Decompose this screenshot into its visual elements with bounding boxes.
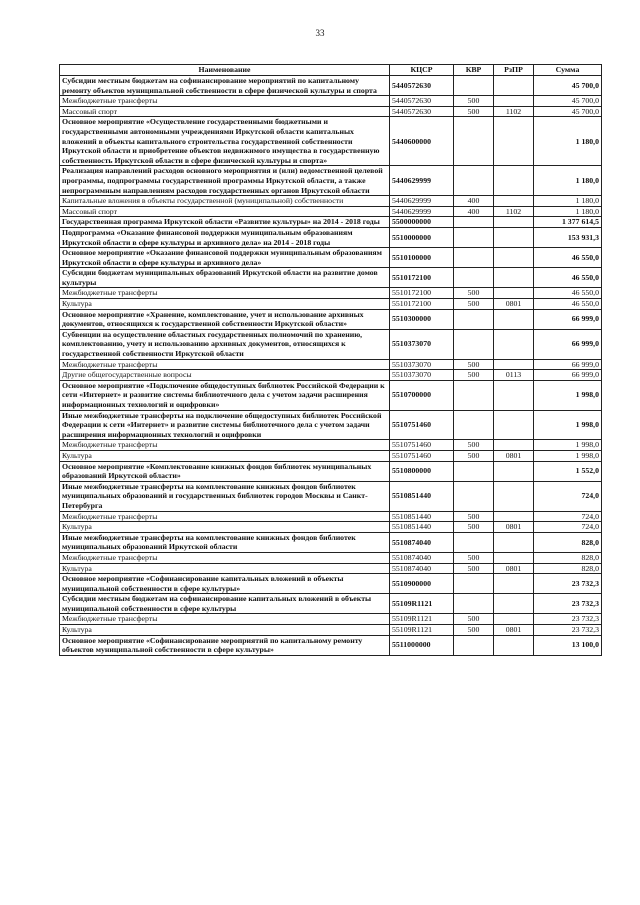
table-row [60, 410, 602, 440]
cell-kcsr: 5510851440 [390, 511, 454, 522]
cell-rzpr [494, 217, 534, 228]
cell-kcsr: 5440600000 [390, 117, 454, 166]
cell-kvr: 400 [454, 206, 494, 217]
cell-rzpr [494, 309, 534, 329]
table-row [60, 106, 602, 117]
cell-rzpr [494, 440, 534, 451]
cell-kvr [454, 574, 494, 594]
table-row [60, 117, 602, 166]
cell-kvr: 500 [454, 359, 494, 370]
header-sum: Сумма [534, 65, 602, 76]
cell-rzpr: 0801 [494, 625, 534, 636]
table-row [60, 206, 602, 217]
cell-sum: 66 999,0 [534, 359, 602, 370]
cell-kcsr: 55109R1121 [390, 594, 454, 614]
cell-name: Основное мероприятие «Хранение, комплектование, учет и использование архивных документов, относящихся к государственной собственности Иркутской области» [60, 309, 390, 329]
cell-kcsr: 5440629999 [390, 196, 454, 207]
cell-sum: 828,0 [534, 563, 602, 574]
cell-sum: 828,0 [534, 552, 602, 563]
cell-kcsr: 5510851440 [390, 481, 454, 511]
cell-name: Межбюджетные трансферты [60, 440, 390, 451]
cell-kcsr: 55109R1121 [390, 614, 454, 625]
cell-name: Подпрограмма «Оказание финансовой поддержки муниципальным образованиям Иркутской области в сфере культуры и архивного дела» на 2014 - 2018 годы [60, 227, 390, 247]
cell-sum: 23 732,3 [534, 625, 602, 636]
cell-kvr: 500 [454, 96, 494, 107]
cell-kcsr: 5510800000 [390, 461, 454, 481]
cell-kcsr: 5440572630 [390, 76, 454, 96]
budget-table [59, 64, 602, 656]
table-row [60, 217, 602, 228]
cell-kcsr: 5500000000 [390, 217, 454, 228]
cell-kcsr: 5440629999 [390, 206, 454, 217]
cell-kvr [454, 380, 494, 410]
cell-kvr: 500 [454, 450, 494, 461]
cell-name: Межбюджетные трансферты [60, 552, 390, 563]
cell-sum: 46 550,0 [534, 268, 602, 288]
cell-name: Культура [60, 563, 390, 574]
cell-sum: 45 700,0 [534, 106, 602, 117]
cell-rzpr [494, 574, 534, 594]
cell-sum: 724,0 [534, 511, 602, 522]
cell-sum: 1 998,0 [534, 440, 602, 451]
table-row [60, 511, 602, 522]
cell-kvr [454, 76, 494, 96]
cell-kvr [454, 117, 494, 166]
cell-rzpr: 0801 [494, 522, 534, 533]
cell-rzpr [494, 380, 534, 410]
cell-kvr [454, 461, 494, 481]
table-row [60, 196, 602, 207]
table-row [60, 461, 602, 481]
cell-kvr: 500 [454, 614, 494, 625]
cell-rzpr [494, 166, 534, 196]
cell-name: Иные межбюджетные трансферты на комплектование книжных фондов библиотек муниципальных образований Иркутской области [60, 532, 390, 552]
cell-rzpr: 0801 [494, 563, 534, 574]
cell-sum: 1 180,0 [534, 166, 602, 196]
cell-kcsr: 5440572630 [390, 106, 454, 117]
cell-sum: 1 180,0 [534, 196, 602, 207]
cell-kvr [454, 329, 494, 359]
table-row [60, 635, 602, 655]
cell-name: Капитальные вложения в объекты государственной (муниципальной) собственности [60, 196, 390, 207]
cell-rzpr [494, 117, 534, 166]
cell-sum: 1 998,0 [534, 380, 602, 410]
table-row [60, 450, 602, 461]
cell-name: Межбюджетные трансферты [60, 288, 390, 299]
cell-name: Межбюджетные трансферты [60, 96, 390, 107]
cell-name: Межбюджетные трансферты [60, 614, 390, 625]
cell-kvr [454, 309, 494, 329]
table-row [60, 594, 602, 614]
cell-rzpr [494, 481, 534, 511]
cell-sum: 45 700,0 [534, 76, 602, 96]
cell-name: Основное мероприятие «Оказание финансовой поддержки муниципальным образованиям Иркутской области в сфере культуры и архивного дела» [60, 248, 390, 268]
cell-name: Массовый спорт [60, 106, 390, 117]
cell-kvr: 500 [454, 370, 494, 381]
table-header-row [60, 65, 602, 76]
table-row [60, 563, 602, 574]
table-row [60, 248, 602, 268]
page-number: 33 [315, 28, 325, 38]
cell-name: Субвенции на осуществление областных государственных полномочий по хранению, комплектованию, учету и использованию архивных документов, относящихся к государственной собственности Иркутской области [60, 329, 390, 359]
cell-name: Основное мероприятие «Подключение общедоступных библиотек Российской Федерации к сети «Интернет» и развитие системы библиотечного дела с учетом задачи расширения информационных технологий и оцифровки» [60, 380, 390, 410]
cell-kvr: 500 [454, 625, 494, 636]
cell-rzpr [494, 268, 534, 288]
cell-name: Основное мероприятие «Комплектование книжных фондов библиотек муниципальных образований Иркутской области» [60, 461, 390, 481]
cell-kcsr: 5510300000 [390, 309, 454, 329]
cell-rzpr [494, 248, 534, 268]
cell-name: Субсидии местным бюджетам на софинансирование мероприятий по капитальному ремонту объектов муниципальной собственности в сфере физической культуры и спорта [60, 76, 390, 96]
cell-name: Основное мероприятие «Софинансирование капитальных вложений в объекты муниципальной собственности в сфере культуры» [60, 574, 390, 594]
cell-kvr [454, 248, 494, 268]
cell-rzpr [494, 594, 534, 614]
cell-sum: 1 377 614,5 [534, 217, 602, 228]
cell-name: Государственная программа Иркутской области «Развитие культуры» на 2014 - 2018 годы [60, 217, 390, 228]
cell-name: Культура [60, 450, 390, 461]
cell-kvr [454, 594, 494, 614]
cell-sum: 1 998,0 [534, 410, 602, 440]
table-row [60, 166, 602, 196]
cell-rzpr: 0113 [494, 370, 534, 381]
table-row [60, 76, 602, 96]
cell-name: Культура [60, 299, 390, 310]
table-row [60, 614, 602, 625]
cell-rzpr [494, 359, 534, 370]
cell-rzpr [494, 511, 534, 522]
cell-kcsr: 5510751460 [390, 440, 454, 451]
cell-sum: 23 732,3 [534, 574, 602, 594]
cell-kvr: 500 [454, 563, 494, 574]
table-row [60, 552, 602, 563]
cell-rzpr [494, 635, 534, 655]
cell-kvr: 400 [454, 196, 494, 207]
cell-rzpr [494, 96, 534, 107]
header-kvr: КВР [454, 65, 494, 76]
cell-rzpr [494, 614, 534, 625]
table-row [60, 268, 602, 288]
cell-kvr: 500 [454, 552, 494, 563]
cell-kcsr: 5510373070 [390, 329, 454, 359]
cell-kvr [454, 268, 494, 288]
cell-kvr: 500 [454, 440, 494, 451]
cell-rzpr [494, 532, 534, 552]
cell-kvr: 500 [454, 522, 494, 533]
cell-rzpr [494, 410, 534, 440]
cell-name: Субсидии бюджетам муниципальных образований Иркутской области на развитие домов культуры [60, 268, 390, 288]
cell-name: Массовый спорт [60, 206, 390, 217]
cell-name: Иные межбюджетные трансферты на комплектование книжных фондов библиотек муниципальных образований и государственных библиотек городов Москвы и Санкт-Петербурга [60, 481, 390, 511]
cell-sum: 1 552,0 [534, 461, 602, 481]
cell-sum: 1 998,0 [534, 450, 602, 461]
cell-sum: 66 999,0 [534, 370, 602, 381]
cell-sum: 724,0 [534, 481, 602, 511]
cell-name: Культура [60, 522, 390, 533]
cell-kcsr: 5510373070 [390, 359, 454, 370]
cell-rzpr: 0801 [494, 450, 534, 461]
cell-rzpr: 0801 [494, 299, 534, 310]
cell-sum: 153 931,3 [534, 227, 602, 247]
table-row [60, 522, 602, 533]
header-kcsr: КЦСР [390, 65, 454, 76]
cell-sum: 46 550,0 [534, 248, 602, 268]
cell-name: Реализация направлений расходов основного мероприятия и (или) ведомственной целевой программы, подпрограммы государственной программы Иркутской области, а также непрограммным направлениям расходов государственных органов Иркутской области [60, 166, 390, 196]
cell-sum: 1 180,0 [534, 206, 602, 217]
cell-kvr: 500 [454, 106, 494, 117]
cell-sum: 13 100,0 [534, 635, 602, 655]
cell-kvr: 500 [454, 511, 494, 522]
table-row [60, 329, 602, 359]
cell-kvr [454, 635, 494, 655]
cell-kvr [454, 410, 494, 440]
cell-kcsr: 5510751460 [390, 450, 454, 461]
cell-kvr [454, 166, 494, 196]
cell-kcsr: 5510851440 [390, 522, 454, 533]
table-row [60, 532, 602, 552]
cell-rzpr [494, 329, 534, 359]
cell-rzpr [494, 227, 534, 247]
cell-kcsr: 5510874040 [390, 552, 454, 563]
cell-kcsr: 5510900000 [390, 574, 454, 594]
table-row [60, 227, 602, 247]
cell-kcsr: 5510172100 [390, 299, 454, 310]
table-row [60, 359, 602, 370]
cell-kcsr: 5510100000 [390, 248, 454, 268]
cell-kcsr: 5510172100 [390, 268, 454, 288]
cell-name: Субсидии местным бюджетам на софинансирование капитальных вложений в объекты муниципальной собственности в сфере культуры [60, 594, 390, 614]
cell-kcsr: 5511000000 [390, 635, 454, 655]
cell-sum: 45 700,0 [534, 96, 602, 107]
table-row [60, 96, 602, 107]
cell-kcsr: 5440629999 [390, 166, 454, 196]
header-name: Наименование [60, 65, 390, 76]
header-rzpr: РзПР [494, 65, 534, 76]
cell-name: Другие общегосударственные вопросы [60, 370, 390, 381]
cell-kvr: 500 [454, 299, 494, 310]
cell-sum: 23 732,3 [534, 594, 602, 614]
cell-rzpr: 1102 [494, 106, 534, 117]
cell-kcsr: 5440572630 [390, 96, 454, 107]
cell-sum: 1 180,0 [534, 117, 602, 166]
table-row [60, 440, 602, 451]
table-row [60, 299, 602, 310]
cell-sum: 66 999,0 [534, 329, 602, 359]
cell-sum: 724,0 [534, 522, 602, 533]
cell-rzpr [494, 288, 534, 299]
cell-kcsr: 5510874040 [390, 563, 454, 574]
cell-rzpr [494, 76, 534, 96]
table-row [60, 481, 602, 511]
cell-name: Межбюджетные трансферты [60, 511, 390, 522]
cell-name: Основное мероприятие «Софинансирование мероприятий по капитальному ремонту объектов муниципальной собственности в сфере культуры» [60, 635, 390, 655]
cell-kvr [454, 481, 494, 511]
cell-kcsr: 5510000000 [390, 227, 454, 247]
cell-kvr: 500 [454, 288, 494, 299]
cell-sum: 46 550,0 [534, 299, 602, 310]
cell-sum: 23 732,3 [534, 614, 602, 625]
cell-name: Основное мероприятие «Осуществление государственными бюджетными и государственными автономными учреждениями Иркутской области капитальных вложений в объекты капитального строительства государственной собственности Иркутской области и приобретение объектов недвижимого имущества в государственную собственность Иркутской области в сфере физической культуры и спорта» [60, 117, 390, 166]
cell-rzpr [494, 552, 534, 563]
table-row [60, 380, 602, 410]
cell-rzpr [494, 461, 534, 481]
cell-name: Межбюджетные трансферты [60, 359, 390, 370]
cell-kcsr: 5510373070 [390, 370, 454, 381]
cell-name: Культура [60, 625, 390, 636]
cell-sum: 66 999,0 [534, 309, 602, 329]
cell-rzpr [494, 196, 534, 207]
cell-kcsr: 5510172100 [390, 288, 454, 299]
cell-name: Иные межбюджетные трансферты на подключение общедоступных библиотек Российской Федерации к сети «Интернет» и развитие системы библиотечного дела с учетом задачи расширения информационных технологий и оцифровки [60, 410, 390, 440]
table-row [60, 625, 602, 636]
cell-kcsr: 55109R1121 [390, 625, 454, 636]
cell-sum: 828,0 [534, 532, 602, 552]
table-row [60, 574, 602, 594]
table-row [60, 288, 602, 299]
cell-rzpr: 1102 [494, 206, 534, 217]
cell-kvr [454, 217, 494, 228]
cell-kvr [454, 532, 494, 552]
table-row [60, 309, 602, 329]
cell-sum: 46 550,0 [534, 288, 602, 299]
cell-kcsr: 5510700000 [390, 380, 454, 410]
cell-kcsr: 5510874040 [390, 532, 454, 552]
table-row [60, 370, 602, 381]
cell-kcsr: 5510751460 [390, 410, 454, 440]
cell-kvr [454, 227, 494, 247]
